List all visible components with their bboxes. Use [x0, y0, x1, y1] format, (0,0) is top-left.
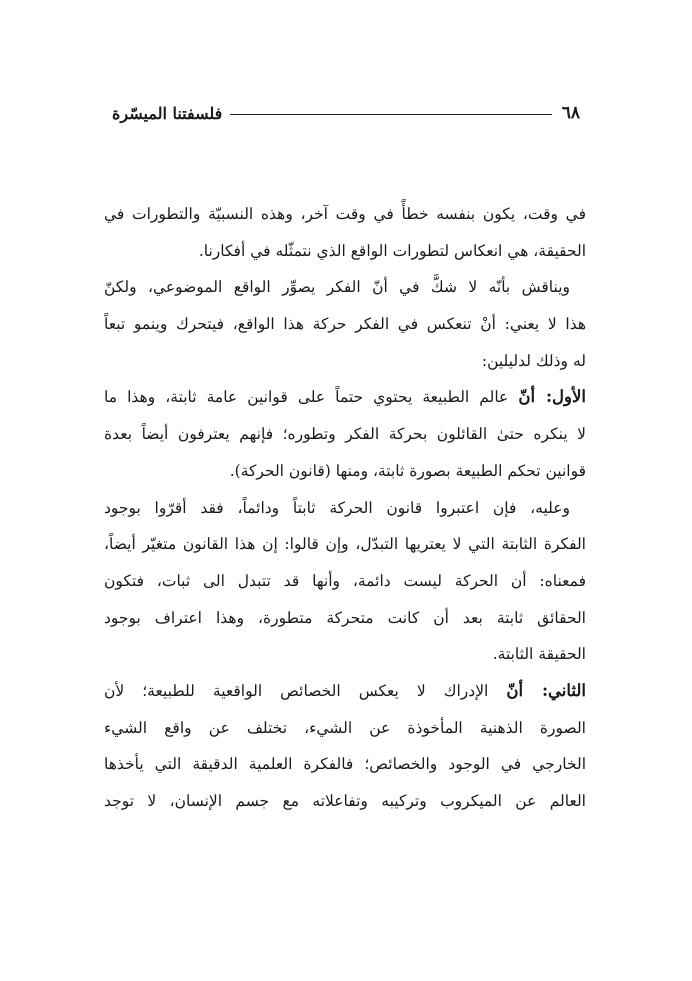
- text-line: قوانين تحكم الطبيعة بصورة ثابتة، ومنها (قانون الحركة).: [229, 461, 586, 480]
- text-line: هذا لا يعني: أنْ تنعكس في الفكر حركة هذا الواقع، فيتحرك وينمو تبعاً: [104, 315, 586, 334]
- first-argument-label: الأول: أنّ: [518, 387, 586, 407]
- header-rule: [230, 114, 551, 115]
- second-argument-label: الثاني: أنّ: [506, 680, 586, 700]
- text-line: الفكرة الثابتة التي لا يعتريها التبدّل، وإن قالوا: إن هذا القانون متغيّر أيضاً،: [104, 535, 586, 554]
- page-header: [112, 98, 580, 128]
- text-line: فمعناه: أن الحركة ليست دائمة، وأنها قد تتبدل الى ثبات، فتكون: [104, 571, 586, 590]
- text-line: الحقيقة، هي انعكاس لتطورات الواقع الذي نتمثّله في أفكارنا.: [198, 241, 586, 260]
- text-line-rest: عالم الطبيعة يحتوي حتماً على قوانين عامة ثابتة، وهذا ما: [104, 388, 509, 407]
- text-line: له وذلك لدليلين:: [481, 351, 586, 370]
- page-number: ٦٨: [561, 103, 580, 123]
- text-line: لا ينكره حتىٰ القائلون بحركة الفكر وتطوره؛ فإنهم يعترفون أيضاً بعدة: [104, 425, 586, 444]
- text-line: الحقائق ثابتة بعد أن كانت متحركة متطورة، وهذا اعتراف بوجود: [104, 608, 586, 627]
- running-title: فلسفتنا الميسّرة: [112, 103, 223, 123]
- text-line: في وقت، يكون بنفسه خطأً في وقت آخر، وهذه النسبيّة والتطورات في: [104, 205, 586, 223]
- text-line: [104, 379, 586, 416]
- text-line-rest: الإدراك لا يعكس الخصائص الواقعية للطبيعة؛ لأن: [104, 681, 489, 700]
- body-text: [104, 196, 586, 820]
- text-line: الصورة الذهنية المأخوذة عن الشيء، تختلف عن واقع الشيء: [104, 718, 586, 737]
- text-line: العالم عن الميكروب وتركيبه وتفاعلاته مع جسم الإنسان، لا توجد: [104, 792, 586, 810]
- text-line: الخارجي في الوجود والخصائص؛ فالفكرة العلمية الدقيقة التي يأخذها: [104, 755, 586, 774]
- text-line: ويناقش بأنّه لا شكَّ في أنّ الفكر يصوِّر الواقع الموضوعي، ولكنّ: [104, 278, 570, 297]
- text-line: الحقيقة الثابتة.: [492, 645, 586, 664]
- text-line: وعليه، فإن اعتبروا قانون الحركة ثابتاً ودائماً، فقد أقرّوا بوجود: [104, 498, 570, 517]
- text-line: [104, 673, 586, 710]
